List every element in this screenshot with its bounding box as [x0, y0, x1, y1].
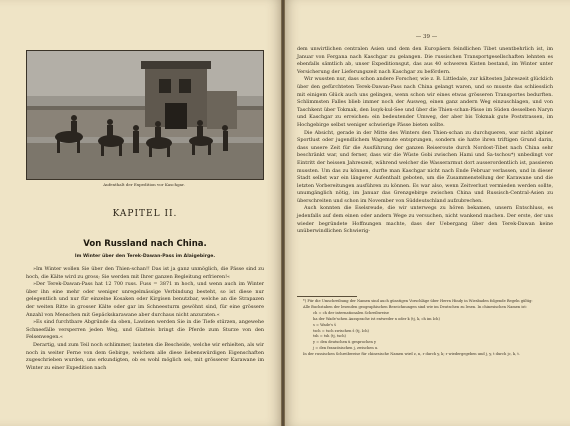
chapter-title: Von Russland nach China. [83, 239, 207, 249]
left-page [0, 0, 283, 426]
paragraph: »Im Winter wollen Sie über den Thien-schan!! Das ist ja ganz unmöglich, die Pässe sind zu hoch, die Kälte wird zu gross; Sie werden mit Ihrer ganzen Begleitung erfrieren!« [26, 266, 264, 280]
footnotes [297, 299, 553, 358]
footnote: ha der Wade'schen Aussprache ist entweder x oder k (tj, k, ch im Ich) [313, 316, 440, 321]
paragraph: Derartig, und zum Teil noch schlimmer, lauteten die Bescheide, welche wir erhielten, als wir noch in weiter Ferne von dem Gebirge, welchem alle diese liebenswürdigen Eigenschaften zugeschrieben wurden, uns erkundigten, ob es wohl möglich sei, mit grösserer Karawane im Winter zu einer Expedition nach [26, 341, 264, 371]
book-gutter [281, 0, 285, 426]
footnote: tsh = tsh (tj, tsch) [313, 334, 346, 339]
footnote: ch = ch der internationalen Schreibweise [313, 310, 389, 315]
paragraph: dem unwirtlichen centralen Asien und dem den Europäern feindlichen Tibet unentbehrlich ist, im Januar von Fergana nach Kaschgar zu gelangen. Die russischen Transportgesellschaften lehnten es ebenfalls sämtlich ab, unser Expeditionsgut, das aus 40 schweren Kisten bestand, im Winter unter Versicherung der Lieferungszeit nach Kaschgar zu befördern. [297, 46, 553, 75]
paragraph: »Der Terek-Dawan-Pass hat 12 700 russ. Fuss = 3871 m hoch, und wenn auch im Winter über ihn eine mehr oder weniger unregelmässige Verbindung besteht, so ist diese nur gelegentlich und nur für einzelne Kosaken oder Kirgisen benutzbar, welche an die Strapazen der weiten Ritte in grosser Kälte oder gar im Schneesturm gewöhnt sind, für eine grössere Anzahl von Menschen mit Gepäckskarawane aber durchaus nicht anzuraten.« [26, 281, 264, 318]
left-body-text [26, 266, 264, 372]
footnote: *) Für die Umschreibung der Namen sind auch günstigen Vorschläge über Herrn Hindy in Wiesbaden folgende Regeln gültig: [303, 299, 533, 303]
footnote: In der russischen Schreibweise für chinesische Namen wird z, n, r durch y, k; r wiedergegeben und j, y, t durch jc, k, t. [303, 352, 520, 357]
page-number: — 39 — [415, 34, 438, 40]
footnote: y = den deutschen ü gesprochen y [313, 340, 377, 345]
chapter-subtitle: Im Winter über den Terek-Dawan-Pass im Alaigebirge. [74, 254, 216, 259]
right-body-text [297, 46, 553, 236]
photo-caption: Aufenthalt der Expedition vor Kaschgar. [103, 182, 185, 187]
chapter-label: KAPITEL II. [112, 209, 178, 219]
paragraph: »Es sind furchtbare Abgründe da oben, Lawinen werden Sie in die Tiefe stürzen, angewehe Schneefälle versperren jeden Weg, und Glatteis bringt die Pferde zum Sturze von den Felsenwegen.« [26, 319, 264, 341]
footnote: s = Wade's š [313, 322, 336, 327]
footnote: j = den französischen j, zwischen u. [313, 346, 379, 351]
footnote-divider [297, 296, 357, 297]
right-page [283, 0, 570, 426]
footnote: Alle Buchstaben der lesenden geographischen Bezeichnungen sind wie im Deutschen zu lesen. In chinesischen Namen ist: [303, 304, 527, 309]
footnote: tsch = tsch zwischen š (tj, Ich) [313, 328, 369, 333]
paragraph: Die Absicht, gerade in der Mitte des Winters den Thien-schan zu durchqueren, war nicht alpiner Sportlust oder jugendlichem Wagemute entsprungen, sondern sie hatte ihren triftigen Grund darin, dass unsere Zeit für die Ausführung der ganzen Reiseroute durch Nordost-Tibet nach China sehr beschränkt war, und ferner, dass wir die Wüste Gobi zwischen Hami und Sa-tschou*) unbedingt vor Eintritt der heissen Jahreszeit, während welcher die Wasserarmut dort ausserordentlich ist, passieren mussten. Um das zu können, durfte man Kaschgar nicht nach Ende Februar verlassen, und in dieser Stadt selbst war ein längerer Aufenthalt geboten, um die Zusammenstellung der Karawane und die letzten Vorbereitungen ausführen zu können. Es war also, wenn Zeitverlust vermieden werden sollte, unumgänglich nötig, im Januar das Grenzgebirge zwischen China und Russisch-Central-Asien zu überschreiten und schon im November von Süddeutschland aufzubrechen. [297, 129, 553, 204]
paragraph: Wir wussten nur, dass schon andere Forscher, wie z. B. Littledale, zur kältesten Jahreszeit glücklich über den gefürchteten Terek-Dawan-Pass nach China gelangt waren, und so musste das schliesslich mit einigem Glück auch uns gelingen, wenn schon wir eines etwas grösseren Transportes bedurften. Schlimmsten Falles blieb immer noch der Ausweg, einen ganz andern Weg einzuschlagen, und von Taschkent über Tokmak, den Issyk-kul-See und über die Thien-schan-Pässe im Süden desselben Naryn und Kaschgar zu erreichen: ein bedeutender Umweg, der aber bis Tokmak gute Poststrassen, im Hochgebirge selbst weniger schwierige Pässe bieten sollte. [297, 76, 553, 128]
expedition-photo [26, 50, 264, 180]
paragraph: Auch konnten die Eselsreude, die wir unterwegs zu hören bekamen, unsern Entschluss, es jedenfalls auf dem einen oder andern Wege zu versuchen, nicht wankend machen. Der erste, der uns wieder begründete Hoffnungen machte, dass der Uebergang über den Terek-Dawan keine unüberwindlichen Schwierig- [297, 205, 553, 235]
